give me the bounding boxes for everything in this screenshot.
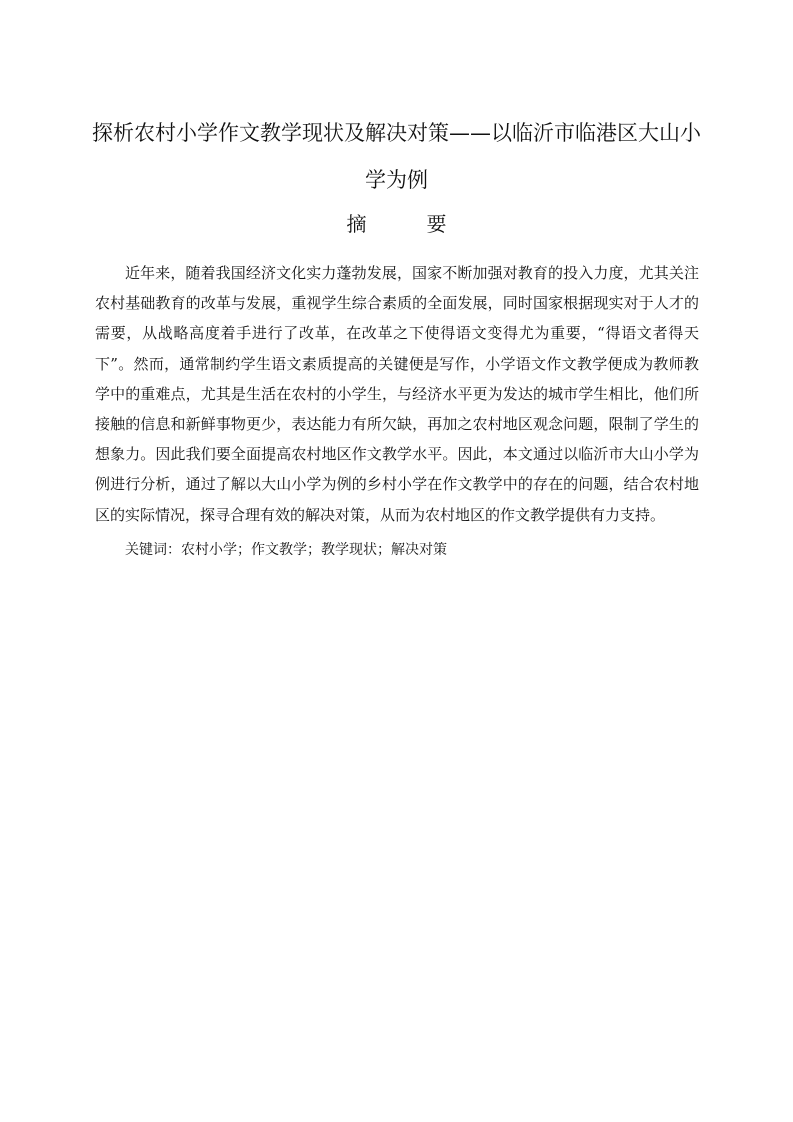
- abstract-paragraph: 近年来，随着我国经济文化实力蓬勃发展，国家不断加强对教育的投入力度，尤其关注农村基础教育的改革与发展，重视学生综合素质的全面发展，同时国家根据现实对于人才的需要，从战略高度着手进行了改革，在改革之下使得语文变得尤为重要，“得语文者得天下”。然而，通常制约学生语文素质提高的关键便是写作，小学语文作文教学便成为教师教学中的重难点，尤其是生活在农村的小学生，与经济水平更为发达的城市学生相比，他们所接触的信息和新鲜事物更少，表达能力有所欠缺，再加之农村地区观念问题，限制了学生的想象力。因此我们要全面提高农村地区作文教学水平。因此，本文通过以临沂市大山小学为例进行分析，通过了解以大山小学为例的乡村小学在作文教学中的存在的问题，结合农村地区的实际情况，探寻合理有效的解决对策，从而为农村地区的作文教学提供有力支持。: [95, 264, 699, 524]
- abstract-heading: 摘 要: [346, 212, 467, 236]
- keywords-label: 关键词：: [125, 542, 181, 558]
- keywords-value: 农村小学；作文教学；教学现状；解决对策: [181, 542, 447, 558]
- paper-title: 探析农村小学作文教学现状及解决对策——以临沂市临港区大山小学为例: [92, 121, 701, 192]
- keywords-line: [125, 536, 447, 564]
